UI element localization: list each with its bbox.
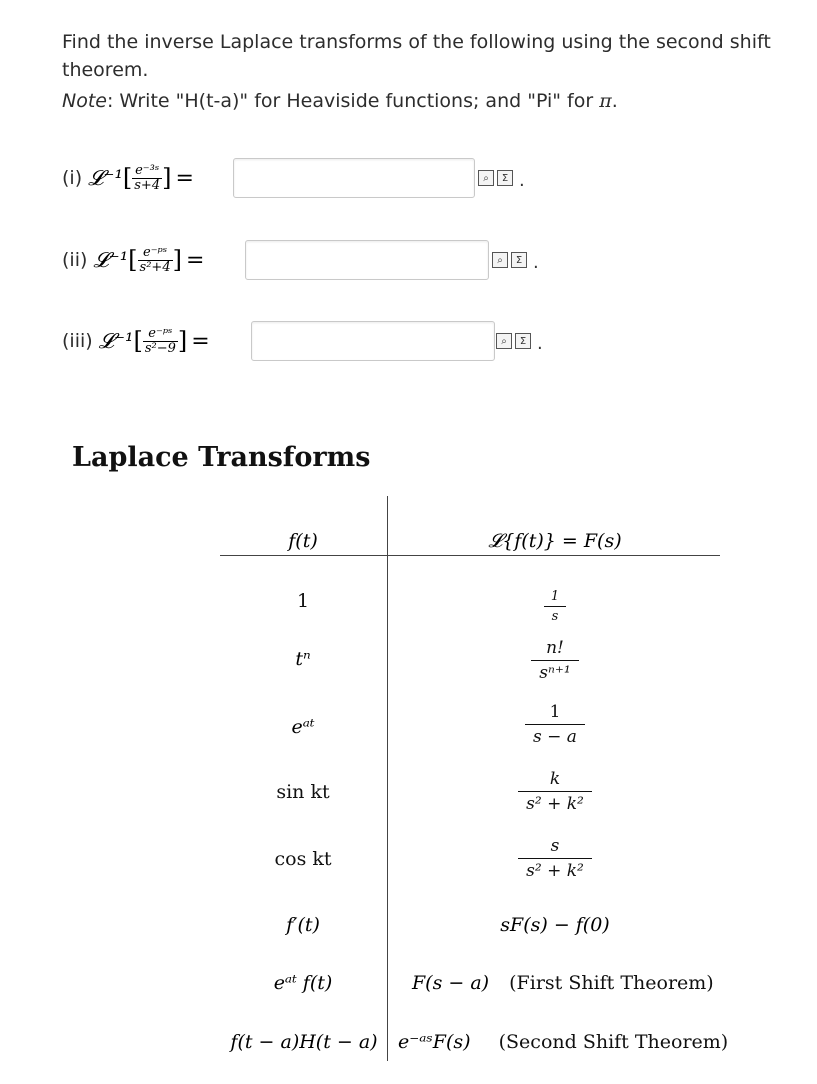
period: .	[533, 252, 539, 273]
table-row-f: cos kt	[274, 848, 332, 870]
table-header-rule	[220, 555, 720, 556]
laplace-operator: 𝓛⁻¹	[98, 328, 134, 353]
table-row-f: 1	[296, 590, 310, 612]
problem-fraction	[138, 246, 173, 275]
fraction-denominator: s²−9	[144, 340, 176, 356]
preview-icon[interactable]: ⌕	[492, 252, 508, 268]
answer-tools-3	[496, 333, 543, 354]
fraction-denominator: s²+4	[139, 259, 171, 275]
section-title: Laplace Transforms	[72, 442, 371, 473]
problem-fraction	[143, 327, 178, 356]
laplace-operator: 𝓛⁻¹	[88, 165, 123, 190]
table-row-F: $\frac{s}{\text{s² + k²}}$	[480, 834, 630, 881]
problem-2: (ii) 𝓛⁻¹ [ $\frac{\text{e⁻ᵖˢ}}{\text{s²+4}}$ ] =	[62, 244, 205, 275]
table-cell-F: e⁻ᵃˢF(s)	[398, 1031, 471, 1053]
table-row-F: sF(s) − f(0)	[500, 914, 610, 936]
fraction-numerator: e⁻ᵖˢ	[143, 244, 168, 260]
equation-editor-icon[interactable]: Σ	[497, 170, 513, 186]
table-cell-F: F(s − a)	[412, 972, 490, 994]
table-header-F: 𝓛{f(t)} = F(s)	[488, 530, 622, 552]
table-row-F: $\frac{1}{s}$	[480, 583, 630, 624]
note-label: Note	[62, 90, 107, 112]
preview-icon[interactable]: ⌕	[478, 170, 494, 186]
note-end: .	[611, 90, 618, 112]
table-row-F: $\frac{k}{\text{s² + k²}}$	[480, 767, 630, 814]
note	[62, 90, 618, 112]
table-vertical-rule	[387, 496, 388, 1061]
equation-editor-icon[interactable]: Σ	[511, 252, 527, 268]
problem-fraction	[132, 164, 162, 193]
table-row-f: eᵃᵗ f(t)	[273, 972, 333, 994]
table-row-f: f(t − a)H(t − a)	[230, 1031, 378, 1053]
problem-label: (iii)	[62, 330, 93, 352]
equals-sign: =	[191, 328, 210, 354]
table-header-f: f(t)	[288, 530, 318, 552]
table-row-F	[398, 1031, 728, 1053]
note-text: : Write "H(t-a)" for Heaviside functions; and "Pi" for	[106, 90, 600, 112]
table-row-F: $\frac{n!}{\text{sⁿ⁺¹}}$	[480, 636, 630, 683]
table-row-f: sin kt	[276, 781, 330, 803]
table-row-f: tⁿ	[295, 648, 311, 670]
equation-editor-icon[interactable]: Σ	[515, 333, 531, 349]
period: .	[537, 333, 543, 354]
table-row-f: f′(t)	[286, 914, 320, 936]
problem-1: (i) 𝓛⁻¹ [ $\frac{\text{e⁻³ˢ}}{s+4}$ ] =	[62, 162, 194, 193]
fraction-denominator: s+4	[134, 177, 161, 193]
table-cell-note: (Second Shift Theorem)	[498, 1031, 729, 1053]
fraction-numerator: e⁻ᵖˢ	[148, 325, 173, 341]
table-cell-note: (First Shift Theorem)	[509, 972, 714, 994]
equals-sign: =	[175, 165, 194, 191]
answer-tools-2	[492, 252, 539, 273]
table-row-F: $\frac{1}{s - a}$	[480, 700, 630, 747]
problem-label: (ii)	[62, 249, 88, 271]
pi-symbol: π	[599, 90, 612, 112]
fraction-numerator: e⁻³ˢ	[135, 162, 160, 178]
answer-input-3[interactable]	[251, 321, 495, 361]
problem-label: (i)	[62, 167, 83, 189]
period: .	[519, 170, 525, 191]
equals-sign: =	[185, 247, 205, 273]
instructions: Find the inverse Laplace transforms of the following using the second shift theorem.	[62, 31, 771, 81]
laplace-operator: 𝓛⁻¹	[93, 247, 129, 272]
table-row-F	[412, 972, 714, 994]
answer-tools-1	[478, 170, 525, 191]
problem-3: (iii) 𝓛⁻¹ [ $\frac{\text{e⁻ᵖˢ}}{\text{s²−9}}$ ] =	[62, 325, 210, 356]
answer-input-2[interactable]	[245, 240, 489, 280]
answer-input-1[interactable]	[233, 158, 475, 198]
table-row-f: eᵃᵗ	[291, 716, 315, 738]
preview-icon[interactable]: ⌕	[496, 333, 512, 349]
